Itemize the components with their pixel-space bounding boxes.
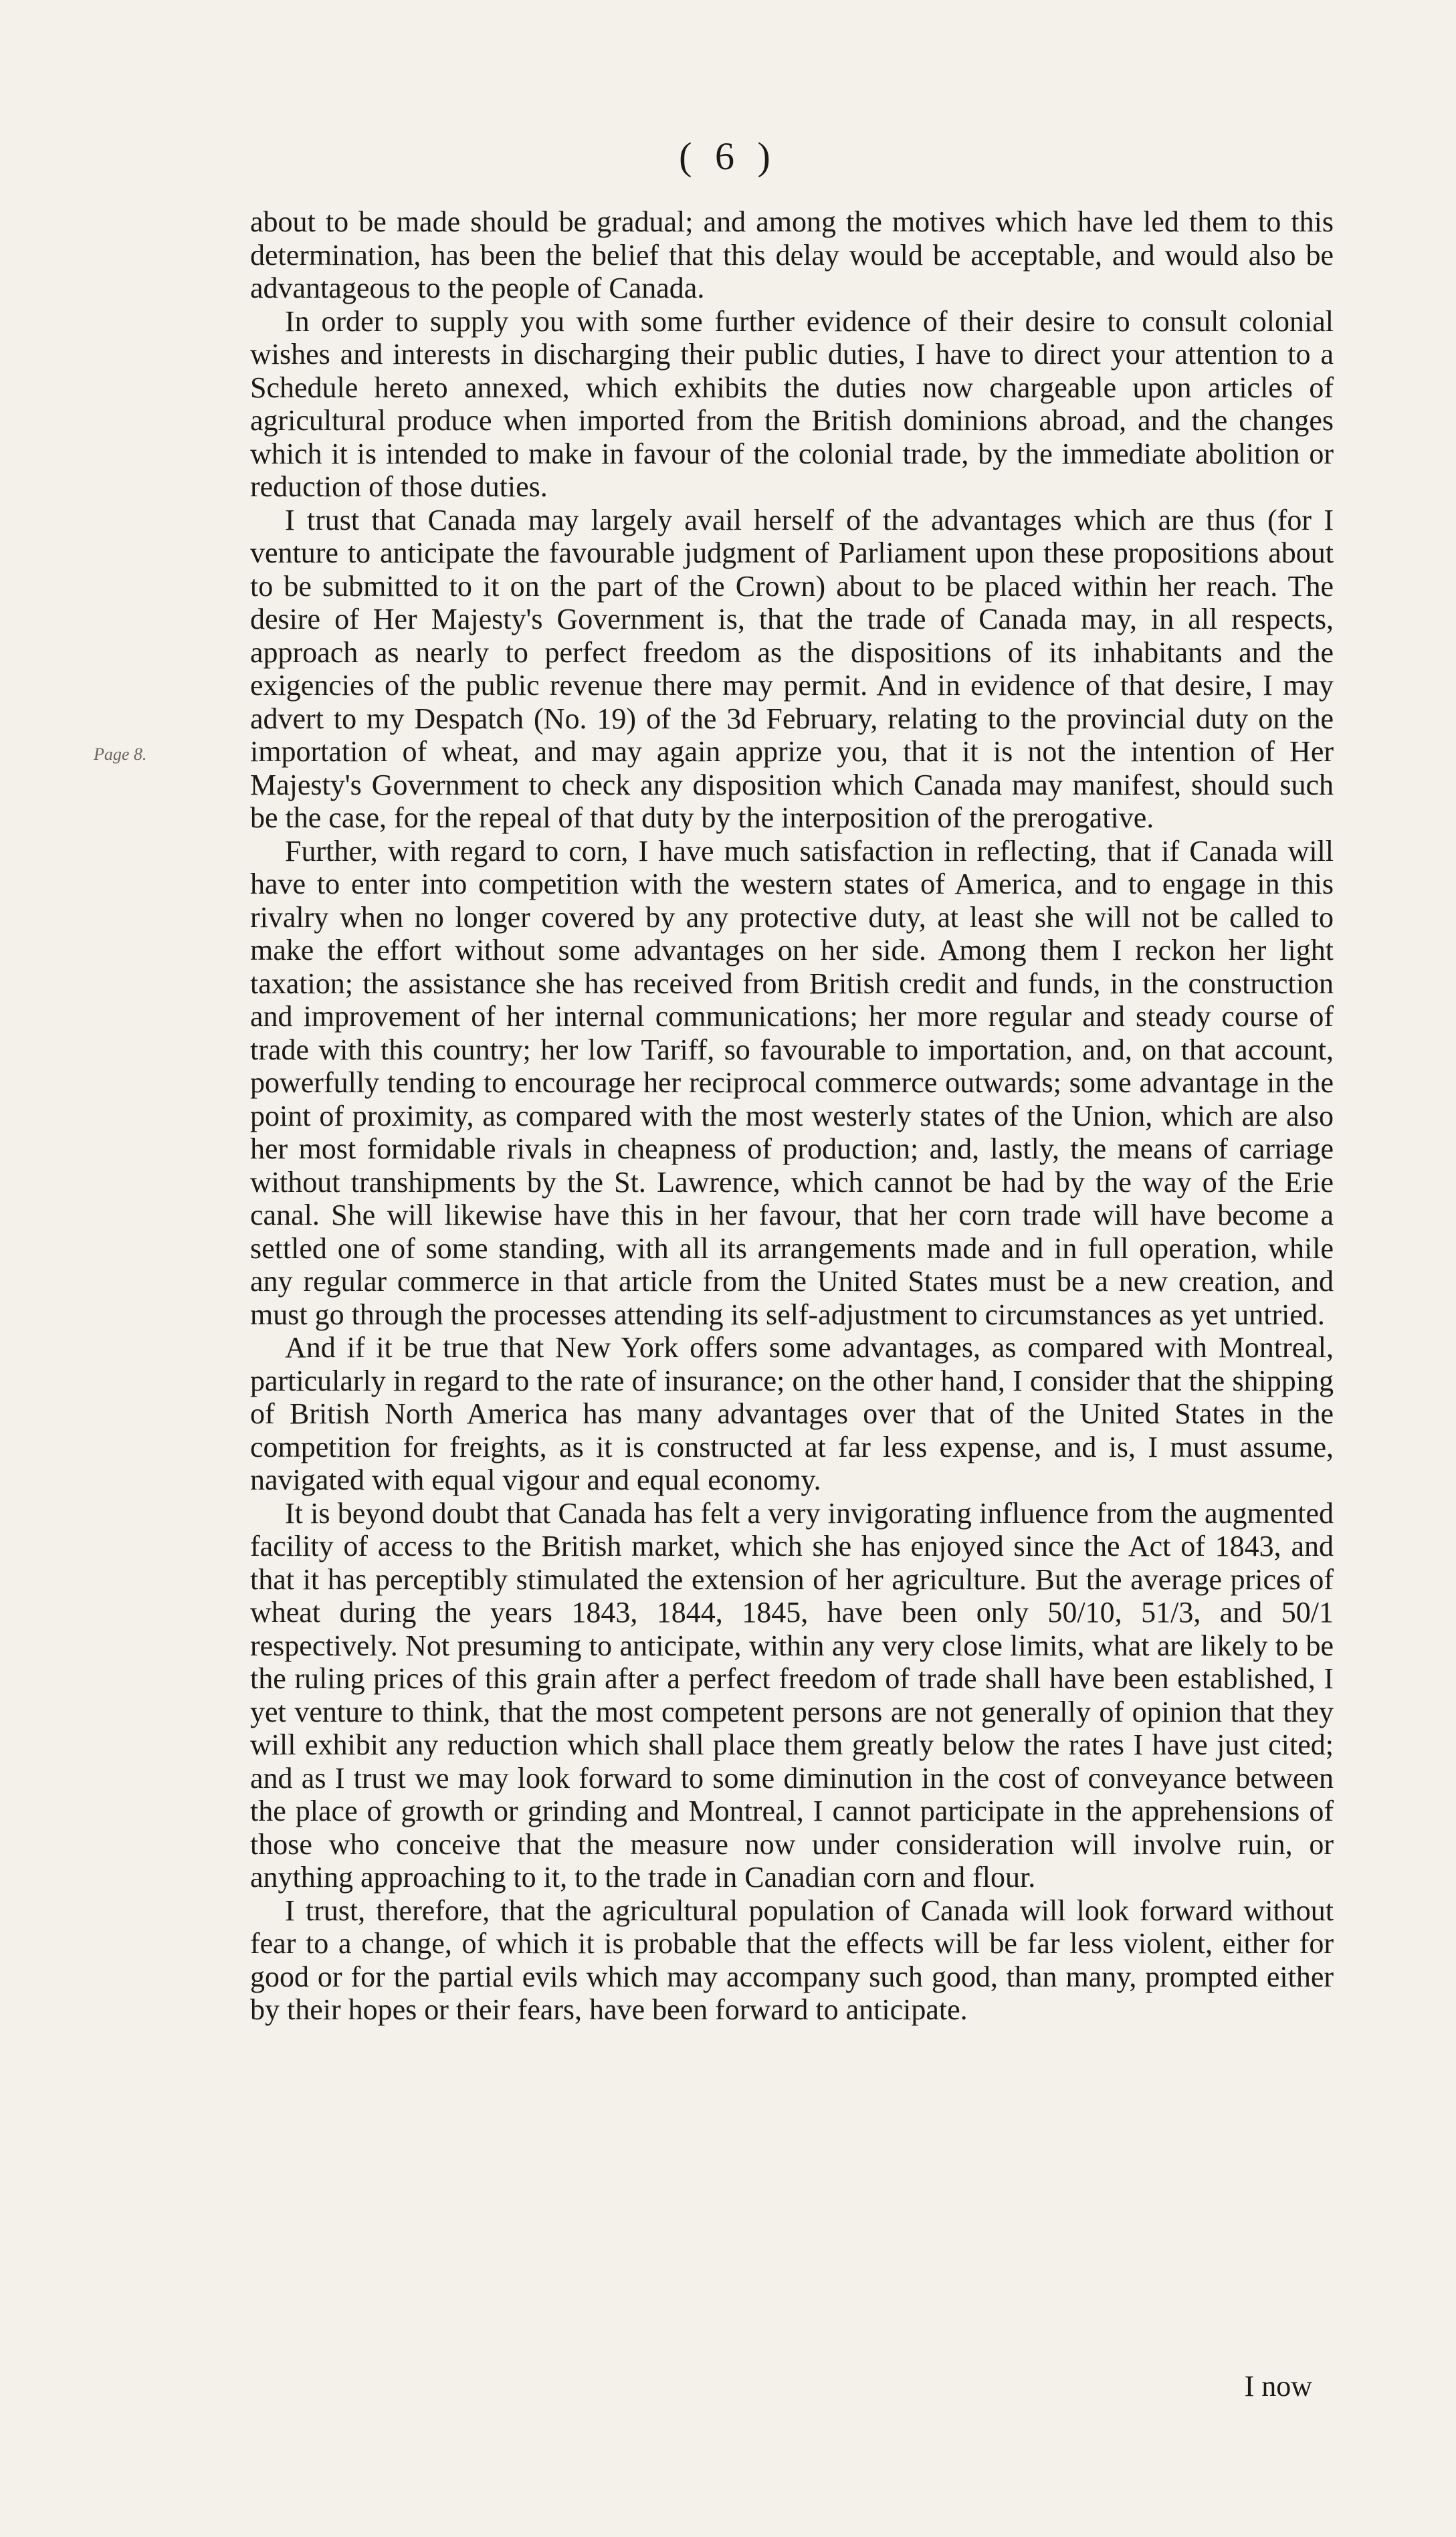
margin-note: Page 8. [94, 744, 147, 764]
paragraph: Further, with regard to corn, I have much satisfaction in reflecting, that if Canada will have to enter into competition with the western states of America, and to engage in this rivalry when no longer covered by any protective duty, at least she will not be called to make the effort without some advantages on her side. Among them I reckon her light taxation; the assistance she has received from British credit and funds, in the construction and improvement of her internal communications; her more regular and steady course of trade with this country; her low Tariff, so favourable to importation, and, on that account, powerfully tending to encourage her reciprocal commerce outwards; some advantage in the point of proximity, as compared with the most westerly states of the Union, which are also her most formidable rivals in cheapness of production; and, lastly, the means of carriage without transhipments by the St. Lawrence, which cannot be had by the way of the Erie canal. She will likewise have this in her favour, that her corn trade will have become a settled one of some standing, with all its arrangements made and in full operation, while any regular commerce in that article from the United States must be a new creation, and must go through the processes attending its self-adjustment to circumstances as yet untried. [250, 834, 1334, 1331]
paragraph: In order to supply you with some further evidence of their desire to consult colonial wishes and interests in discharging their public duties, I have to direct your attention to a Schedule hereto annexed, which exhibits the duties now chargeable upon articles of agricultural produce when imported from the British dominions abroad, and the changes which it is intended to make in favour of the colonial trade, by the immediate abolition or reduction of those duties. [250, 304, 1334, 503]
catchword: I now [1244, 2370, 1312, 2403]
paragraph: I trust, therefore, that the agricultural population of Canada will look forward without fear to a change, of which it is probable that the effects will be far less violent, either for good or for the partial evils which may accompany such good, than many, prompted either by their hopes or their fears, have been forward to anticipate. [250, 1894, 1334, 2026]
page-number: ( 6 ) [679, 134, 777, 178]
body-text [250, 205, 1334, 2027]
paragraph: It is beyond doubt that Canada has felt a very invigorating influence from the augmented facility of access to the British market, which she has enjoyed since the Act of 1843, and that it has perceptibly stimulated the extension of her agriculture. But the average prices of wheat during the years 1843, 1844, 1845, have been only 50/10, 51/3, and 50/1 respectively. Not presuming to anticipate, within any very close limits, what are likely to be the ruling prices of this grain after a perfect freedom of trade shall have been established, I yet venture to think, that the most competent persons are not generally of opinion that they will exhibit any reduction which shall place them greatly below the rates I have just cited; and as I trust we may look forward to some diminution in the cost of conveyance between the place of growth or grinding and Montreal, I cannot participate in the apprehensions of those who conceive that the measure now under consideration will involve ruin, or anything approaching to it, to the trade in Canadian corn and flour. [250, 1496, 1334, 1894]
paragraph: And if it be true that New York offers some advantages, as compared with Montreal, particularly in regard to the rate of insurance; on the other hand, I consider that the shipping of British North America has many advantages over that of the United States in the competition for freights, as it is constructed at far less expense, and is, I must assume, navigated with equal vigour and equal economy. [250, 1331, 1334, 1496]
paragraph: I trust that Canada may largely avail herself of the advantages which are thus (for I venture to anticipate the favourable judgment of Parliament upon these propositions about to be submitted to it on the part of the Crown) about to be placed within her reach. The desire of Her Majesty's Government is, that the trade of Canada may, in all respects, approach as nearly to perfect freedom as the dispositions of its inhabitants and the exigencies of the public revenue there may permit. And in evidence of that desire, I may advert to my Despatch (No. 19) of the 3d February, relating to the provincial duty on the importation of wheat, and may again apprize you, that it is not the intention of Her Majesty's Government to check any disposition which Canada may manifest, should such be the case, for the repeal of that duty by the interposition of the prerogative. [250, 503, 1334, 834]
paragraph: about to be made should be gradual; and among the motives which have led them to this determination, has been the belief that this delay would be acceptable, and would also be advantageous to the people of Canada. [250, 205, 1334, 304]
